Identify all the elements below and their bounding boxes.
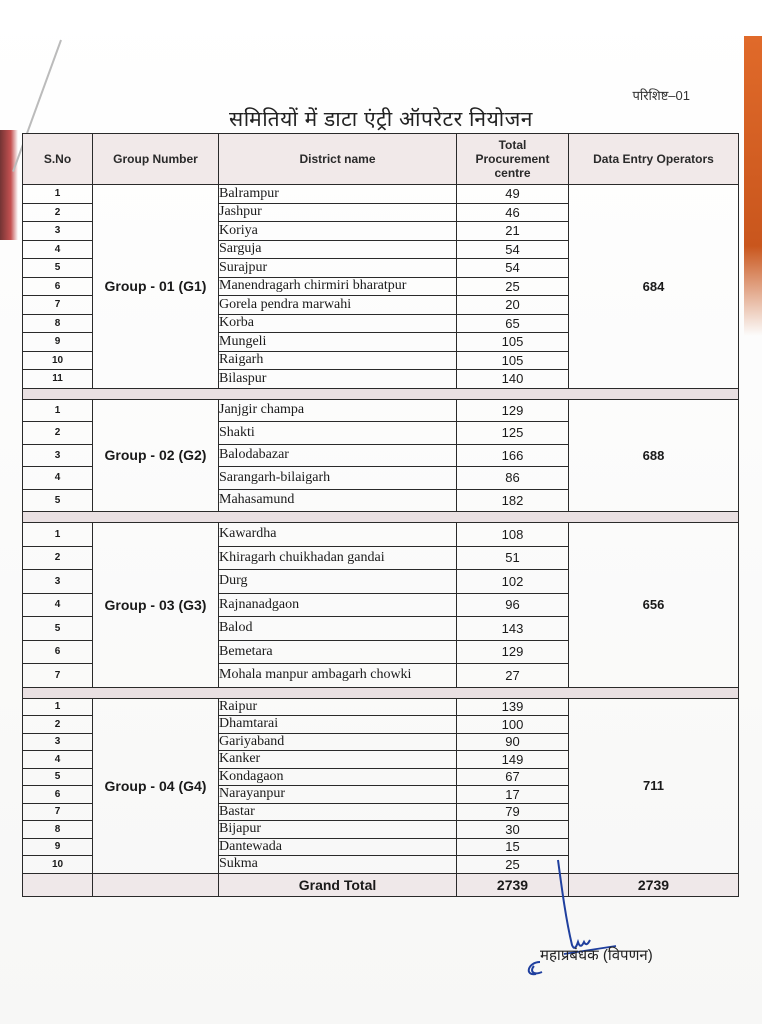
procurement-centre-cell: 54 xyxy=(457,259,569,278)
sno-cell: 4 xyxy=(23,240,93,259)
district-name-cell: Gorela pendra marwahi xyxy=(219,296,457,315)
district-name-cell: Janjgir champa xyxy=(219,399,457,422)
data-entry-operators-cell: 711 xyxy=(569,698,739,873)
procurement-centre-cell: 102 xyxy=(457,570,569,594)
district-name-cell: Gariyaband xyxy=(219,733,457,751)
table-row xyxy=(23,185,739,204)
background-left-edge xyxy=(0,130,18,240)
sno-cell: 4 xyxy=(23,593,93,617)
district-name-cell: Kawardha xyxy=(219,523,457,547)
procurement-centre-cell: 21 xyxy=(457,222,569,241)
procurement-centre-cell: 166 xyxy=(457,444,569,467)
district-name-cell: Sarangarh-bilaigarh xyxy=(219,467,457,490)
district-name-cell: Dhamtarai xyxy=(219,716,457,734)
procurement-centre-cell: 30 xyxy=(457,821,569,839)
table-row xyxy=(23,399,739,422)
grand-total-blank xyxy=(93,873,219,896)
district-name-cell: Kanker xyxy=(219,751,457,769)
header-district-name: District name xyxy=(219,134,457,185)
district-name-cell: Manendragarh chirmiri bharatpur xyxy=(219,277,457,296)
procurement-centre-cell: 25 xyxy=(457,856,569,874)
grand-total-operators: 2739 xyxy=(569,873,739,896)
procurement-centre-cell: 125 xyxy=(457,422,569,445)
sno-cell: 7 xyxy=(23,296,93,315)
district-name-cell: Korba xyxy=(219,314,457,333)
grand-total-label: Grand Total xyxy=(219,873,457,896)
procurement-centre-cell: 49 xyxy=(457,185,569,204)
group-number-cell: Group - 02 (G2) xyxy=(93,399,219,512)
sno-cell: 5 xyxy=(23,617,93,641)
data-entry-operators-cell: 684 xyxy=(569,185,739,389)
district-name-cell: Durg xyxy=(219,570,457,594)
table-row xyxy=(23,523,739,547)
procurement-centre-cell: 27 xyxy=(457,664,569,688)
header-sno: S.No xyxy=(23,134,93,185)
group-separator xyxy=(23,388,739,399)
procurement-centre-cell: 67 xyxy=(457,768,569,786)
sno-cell: 11 xyxy=(23,370,93,389)
district-name-cell: Koriya xyxy=(219,222,457,241)
group-separator xyxy=(23,687,739,698)
group-separator-row xyxy=(23,388,739,399)
procurement-centre-cell: 140 xyxy=(457,370,569,389)
sno-cell: 7 xyxy=(23,803,93,821)
sno-cell: 5 xyxy=(23,489,93,512)
signature-stroke xyxy=(558,860,590,948)
procurement-centre-cell: 129 xyxy=(457,640,569,664)
sno-cell: 4 xyxy=(23,751,93,769)
procurement-centre-cell: 96 xyxy=(457,593,569,617)
sno-cell: 1 xyxy=(23,523,93,547)
district-name-cell: Jashpur xyxy=(219,203,457,222)
district-name-cell: Shakti xyxy=(219,422,457,445)
procurement-centre-cell: 54 xyxy=(457,240,569,259)
sno-cell: 3 xyxy=(23,733,93,751)
district-name-cell: Bilaspur xyxy=(219,370,457,389)
sno-cell: 6 xyxy=(23,277,93,296)
sno-cell: 3 xyxy=(23,444,93,467)
district-name-cell: Rajnanadgaon xyxy=(219,593,457,617)
grand-total-blank xyxy=(23,873,93,896)
table-body xyxy=(23,185,739,897)
district-name-cell: Sukma xyxy=(219,856,457,874)
district-name-cell: Kondagaon xyxy=(219,768,457,786)
procurement-centre-cell: 20 xyxy=(457,296,569,315)
sno-cell: 1 xyxy=(23,399,93,422)
sno-cell: 2 xyxy=(23,203,93,222)
sno-cell: 5 xyxy=(23,768,93,786)
procurement-centre-cell: 79 xyxy=(457,803,569,821)
district-name-cell: Mungeli xyxy=(219,333,457,352)
procurement-centre-cell: 149 xyxy=(457,751,569,769)
data-entry-operators-cell: 656 xyxy=(569,523,739,688)
procurement-centre-cell: 46 xyxy=(457,203,569,222)
group-separator xyxy=(23,512,739,523)
district-name-cell: Balod xyxy=(219,617,457,641)
procurement-centre-cell: 51 xyxy=(457,546,569,570)
sno-cell: 8 xyxy=(23,314,93,333)
district-name-cell: Sarguja xyxy=(219,240,457,259)
procurement-centre-cell: 182 xyxy=(457,489,569,512)
sno-cell: 4 xyxy=(23,467,93,490)
table-row xyxy=(23,698,739,716)
sno-cell: 6 xyxy=(23,786,93,804)
document-title: समितियों में डाटा एंट्री ऑपरेटर नियोजन xyxy=(229,108,533,131)
header-data-entry-operators: Data Entry Operators xyxy=(569,134,739,185)
district-name-cell: Balodabazar xyxy=(219,444,457,467)
procurement-centre-cell: 139 xyxy=(457,698,569,716)
procurement-centre-cell: 90 xyxy=(457,733,569,751)
procurement-centre-cell: 105 xyxy=(457,351,569,370)
procurement-centre-cell: 100 xyxy=(457,716,569,734)
procurement-centre-cell: 15 xyxy=(457,838,569,856)
sno-cell: 9 xyxy=(23,838,93,856)
sno-cell: 2 xyxy=(23,546,93,570)
group-separator-row xyxy=(23,512,739,523)
procurement-centre-cell: 108 xyxy=(457,523,569,547)
signature xyxy=(520,850,720,990)
header-group-number: Group Number xyxy=(93,134,219,185)
sno-cell: 10 xyxy=(23,856,93,874)
annexure-label: परिशिष्ट–01 xyxy=(632,88,690,103)
table-header-row xyxy=(23,134,739,185)
district-name-cell: Bijapur xyxy=(219,821,457,839)
procurement-centre-cell: 129 xyxy=(457,399,569,422)
grand-total-centres: 2739 xyxy=(457,873,569,896)
group-number-cell: Group - 03 (G3) xyxy=(93,523,219,688)
group-number-cell: Group - 04 (G4) xyxy=(93,698,219,873)
procurement-centre-cell: 105 xyxy=(457,333,569,352)
procurement-centre-cell: 65 xyxy=(457,314,569,333)
district-name-cell: Raigarh xyxy=(219,351,457,370)
sno-cell: 1 xyxy=(23,698,93,716)
district-name-cell: Mahasamund xyxy=(219,489,457,512)
operators-table xyxy=(22,133,739,897)
district-name-cell: Bemetara xyxy=(219,640,457,664)
sno-cell: 8 xyxy=(23,821,93,839)
procurement-centre-cell: 17 xyxy=(457,786,569,804)
district-name-cell: Bastar xyxy=(219,803,457,821)
sno-cell: 2 xyxy=(23,422,93,445)
sno-cell: 7 xyxy=(23,664,93,688)
procurement-centre-cell: 86 xyxy=(457,467,569,490)
data-entry-operators-cell: 688 xyxy=(569,399,739,512)
sno-cell: 3 xyxy=(23,222,93,241)
sno-cell: 9 xyxy=(23,333,93,352)
district-name-cell: Mohala manpur ambagarh chowki xyxy=(219,664,457,688)
district-name-cell: Narayanpur xyxy=(219,786,457,804)
header-total-procurement-centre: Total Procurement centre xyxy=(457,134,569,185)
sno-cell: 5 xyxy=(23,259,93,278)
district-name-cell: Dantewada xyxy=(219,838,457,856)
sno-cell: 3 xyxy=(23,570,93,594)
sno-cell: 10 xyxy=(23,351,93,370)
district-name-cell: Balrampur xyxy=(219,185,457,204)
district-name-cell: Surajpur xyxy=(219,259,457,278)
group-number-cell: Group - 01 (G1) xyxy=(93,185,219,389)
signatory-designation: महाप्रबंधक (विपणन) xyxy=(540,947,653,964)
sno-cell: 6 xyxy=(23,640,93,664)
background-orange-edge xyxy=(744,36,762,336)
sno-cell: 1 xyxy=(23,185,93,204)
district-name-cell: Khiragarh chuikhadan gandai xyxy=(219,546,457,570)
district-name-cell: Raipur xyxy=(219,698,457,716)
procurement-centre-cell: 143 xyxy=(457,617,569,641)
sno-cell: 2 xyxy=(23,716,93,734)
procurement-centre-cell: 25 xyxy=(457,277,569,296)
group-separator-row xyxy=(23,687,739,698)
